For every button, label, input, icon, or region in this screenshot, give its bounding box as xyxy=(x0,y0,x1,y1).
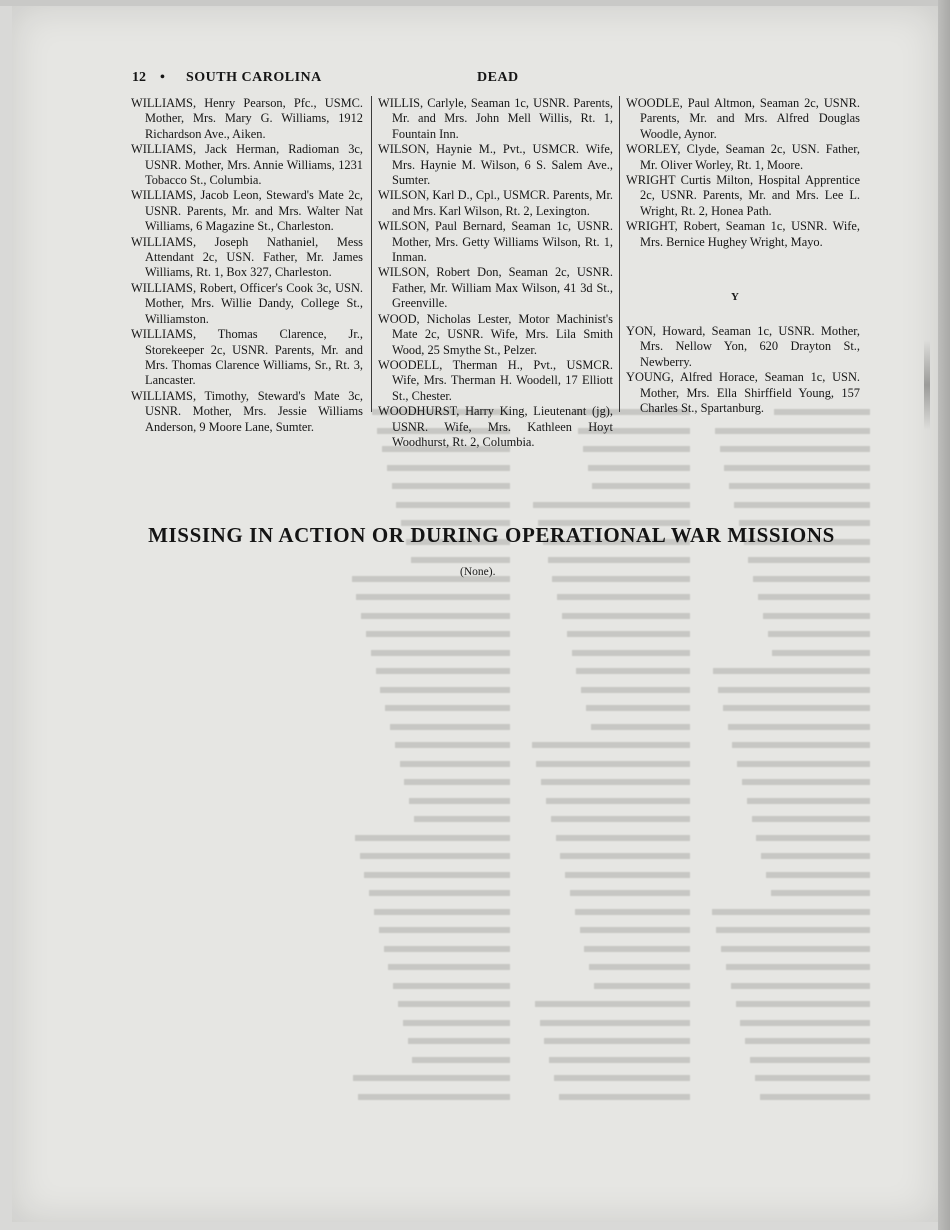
missing-section-heading: MISSING IN ACTION OR DURING OPERATIONAL WAR MISSIONS xyxy=(148,523,835,547)
scan-right-edge xyxy=(938,0,950,1230)
casualty-entry: WILLIAMS, Thomas Clarence, Jr., Storekeeper 2c, USNR. Parents, Mr. and Mrs. Thomas Clarence Williams, Sr., Rt. 3, Lancaster. xyxy=(131,327,363,388)
scan-binding-mark xyxy=(924,340,930,430)
column-2 xyxy=(378,96,613,450)
column-1 xyxy=(131,96,363,435)
missing-section-note: (None). xyxy=(460,566,496,578)
casualty-entry: YON, Howard, Seaman 1c, USNR. Mother, Mrs. Nellow Yon, 620 Drayton St., Newberry. xyxy=(626,324,860,369)
casualty-entry: WILLIAMS, Robert, Officer's Cook 3c, USN. Mother, Mrs. Willie Dandy, College St., Williamston. xyxy=(131,280,363,326)
state-name: SOUTH CAROLINA xyxy=(186,70,322,85)
casualty-entry: WILLIAMS, Jacob Leon, Steward's Mate 2c, USNR. Parents, Mr. and Mrs. Walter Nat Williams, 6 Magazine St., Charleston. xyxy=(131,188,363,234)
list-title: DEAD xyxy=(477,70,519,85)
casualty-entry: WILSON, Paul Bernard, Seaman 1c, USNR. Mother, Mrs. Getty Williams Wilson, Rt. 1, Inman. xyxy=(378,219,613,265)
casualty-entry: WILSON, Robert Don, Seaman 2c, USNR. Father, Mr. William Max Wilson, 41 3d St., Greenville. xyxy=(378,265,613,311)
page-number: 12 xyxy=(132,70,146,85)
casualty-entry: WOODLE, Paul Altmon, Seaman 2c, USNR. Parents, Mr. and Mrs. Alfred Douglas Woodle, Aynor. xyxy=(626,96,860,141)
casualty-entry: YOUNG, Alfred Horace, Seaman 1c, USN. Mother, Mrs. Ella Shirffield Young, 157 Charles St., Spartanburg. xyxy=(626,370,860,416)
page-header xyxy=(132,70,867,90)
header-bullet: • xyxy=(160,70,165,85)
casualty-entry: WOODHURST, Harry King, Lieutenant (jg), USNR. Wife, Mrs. Kathleen Hoyt Woodhurst, Rt. 2, Columbia. xyxy=(378,404,613,449)
casualty-entry: WILLIS, Carlyle, Seaman 1c, USNR. Parents, Mr. and Mrs. John Mell Willis, Rt. 1, Fountain Inn. xyxy=(378,96,613,141)
casualty-entry: WILLIAMS, Joseph Nathaniel, Mess Attendant 2c, USN. Father, Mr. James Williams, Rt. 1, Box 327, Charleston. xyxy=(131,234,363,280)
column-3 xyxy=(626,96,860,250)
casualty-entry: WILLIAMS, Henry Pearson, Pfc., USMC. Mother, Mrs. Mary G. Williams, 1912 Richardson Ave., Aiken. xyxy=(131,96,363,141)
casualty-entry: WILLIAMS, Jack Herman, Radioman 3c, USNR. Mother, Mrs. Annie Williams, 1231 Tobacco St., Columbia. xyxy=(131,142,363,188)
casualty-entry: WORLEY, Clyde, Seaman 2c, USN. Father, Mr. Oliver Worley, Rt. 1, Moore. xyxy=(626,142,860,172)
column-divider xyxy=(619,96,620,412)
casualty-entry: WRIGHT Curtis Milton, Hospital Apprentice 2c, USNR. Parents, Mr. and Mrs. Lee L. Wright, Rt. 2, Honea Path. xyxy=(626,173,860,218)
y-section-entries xyxy=(626,324,860,416)
casualty-entry: WILSON, Haynie M., Pvt., USMCR. Wife, Mrs. Haynie M. Wilson, 6 S. Salem Ave., Sumter. xyxy=(378,142,613,188)
alphabet-section-letter: Y xyxy=(731,291,739,303)
column-divider xyxy=(371,96,372,412)
casualty-entry: WILSON, Karl D., Cpl., USMCR. Parents, Mr. and Mrs. Karl Wilson, Rt. 2, Lexington. xyxy=(378,188,613,218)
casualty-entry: WILLIAMS, Timothy, Steward's Mate 3c, USNR. Mother, Mrs. Jessie Williams Anderson, 9 Moore Lane, Sumter. xyxy=(131,388,363,434)
casualty-entry: WRIGHT, Robert, Seaman 1c, USNR. Wife, Mrs. Bernice Hughey Wright, Mayo. xyxy=(626,219,860,249)
casualty-entry: WOOD, Nicholas Lester, Motor Machinist's Mate 2c, USNR. Wife, Mrs. Lila Smith Wood, 25 Smythe St., Pelzer. xyxy=(378,311,613,357)
casualty-entry: WOODELL, Therman H., Pvt., USMCR. Wife, Mrs. Therman H. Woodell, 17 Elliott St., Chester. xyxy=(378,357,613,403)
